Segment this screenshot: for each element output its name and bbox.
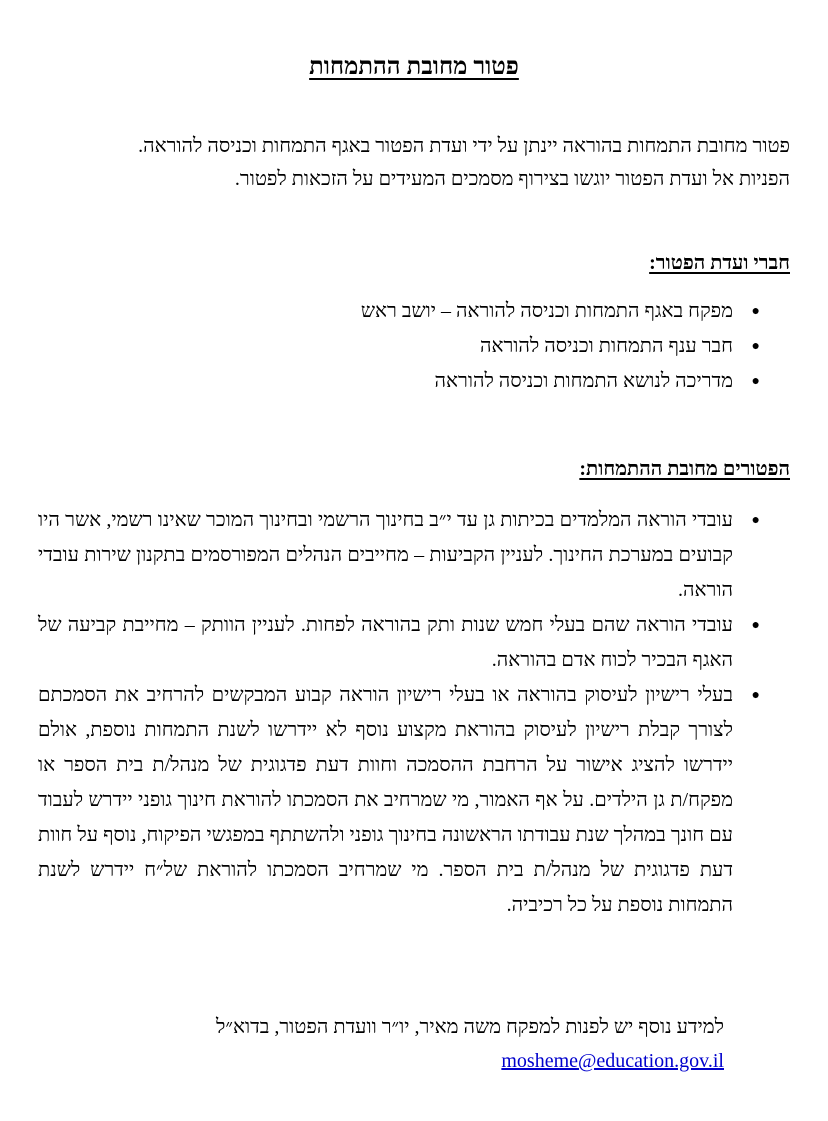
bullet-icon: ● [751, 339, 760, 354]
page-title: פטור מחובת ההתמחות [309, 54, 519, 80]
intro-paragraph [30, 130, 790, 196]
exemptions-heading: הפטורים מחובת ההתמחות: [579, 458, 790, 480]
bullet-icon: ● [751, 304, 760, 319]
list-item-text: חבר ענף התמחות וכניסה להוראה [479, 335, 733, 357]
members-list [260, 294, 760, 399]
list-item [260, 294, 760, 329]
list-item-text: עובדי הוראה המלמדים בכיתות גן עד י״ב בחינוך הרשמי ובחינוך המוכר שאינו רשמי, אשר היו קבועים במערכת החינוך. לעניין הקביעות – מחייבים הנהלים המפורסמים בתקנון שירות עובדי הוראה. [38, 509, 733, 601]
bullet-icon: ● [751, 374, 760, 389]
contact-footer [216, 1010, 724, 1078]
intro-line: הפניות אל ועדת הפטור יוגשו בצירוף מסמכים המעידים על הזכאות לפטור. [234, 168, 790, 190]
contact-text: למידע נוסף יש לפנות למפקח משה מאיר, יו״ר וועדת הפטור, בדוא״ל [216, 1016, 724, 1038]
bullet-icon: ● [751, 688, 760, 703]
list-item-text: מפקח באגף התמחות וכניסה להוראה – יושב ראש [360, 300, 733, 322]
list-item-text: עובדי הוראה שהם בעלי חמש שנות ותק בהוראה לפחות. לעניין הוותק – מחייבת קביעה של האגף הבכיר לכוח אדם בהוראה. [38, 614, 733, 671]
exemptions-list [38, 503, 760, 923]
list-item [38, 503, 760, 608]
bullet-icon: ● [751, 513, 760, 528]
list-item [38, 678, 760, 923]
intro-line: פטור מחובת התמחות בהוראה יינתן על ידי ועדת הפטור באגף התמחות וכניסה להוראה. [138, 135, 790, 157]
list-item [38, 608, 760, 678]
list-item [260, 329, 760, 364]
list-item-text: בעלי רישיון לעיסוק בהוראה או בעלי רישיון הוראה קבוע המבקשים להרחיב את הסמכתם לצורך קבלת רישיון לעיסוק בהוראת מקצוע נוסף לא יידרשו לשנת התמחות נוספת, אולם יידרשו להציג אישור על הרחבת ההסמכה וחוות דעת פדגוגית של מנהל/ת בית הספר או מפקח/ת גן הילדים. על אף האמור, מי שמרחיב את הסמכתו להוראת חינוך גופני יידרש לעבוד עם חונך במהלך שנת עבודתו הראשונה בחינוך גופני ולהשתתף במפגשי הפיקוח, נוסף על חוות דעת פדגוגית של מנהל/ת בית הספר. מי שמרחיב הסמכתו להוראת של״ח יידרש לשנת התמחות נוספת על כל רכיביה. [38, 684, 733, 916]
members-heading: חברי ועדת הפטור: [649, 252, 790, 274]
list-item [260, 364, 760, 399]
bullet-icon: ● [751, 618, 760, 633]
list-item-text: מדריכה לנושא התמחות וכניסה להוראה [434, 370, 733, 392]
email-link[interactable]: mosheme@education.gov.il [501, 1050, 724, 1072]
